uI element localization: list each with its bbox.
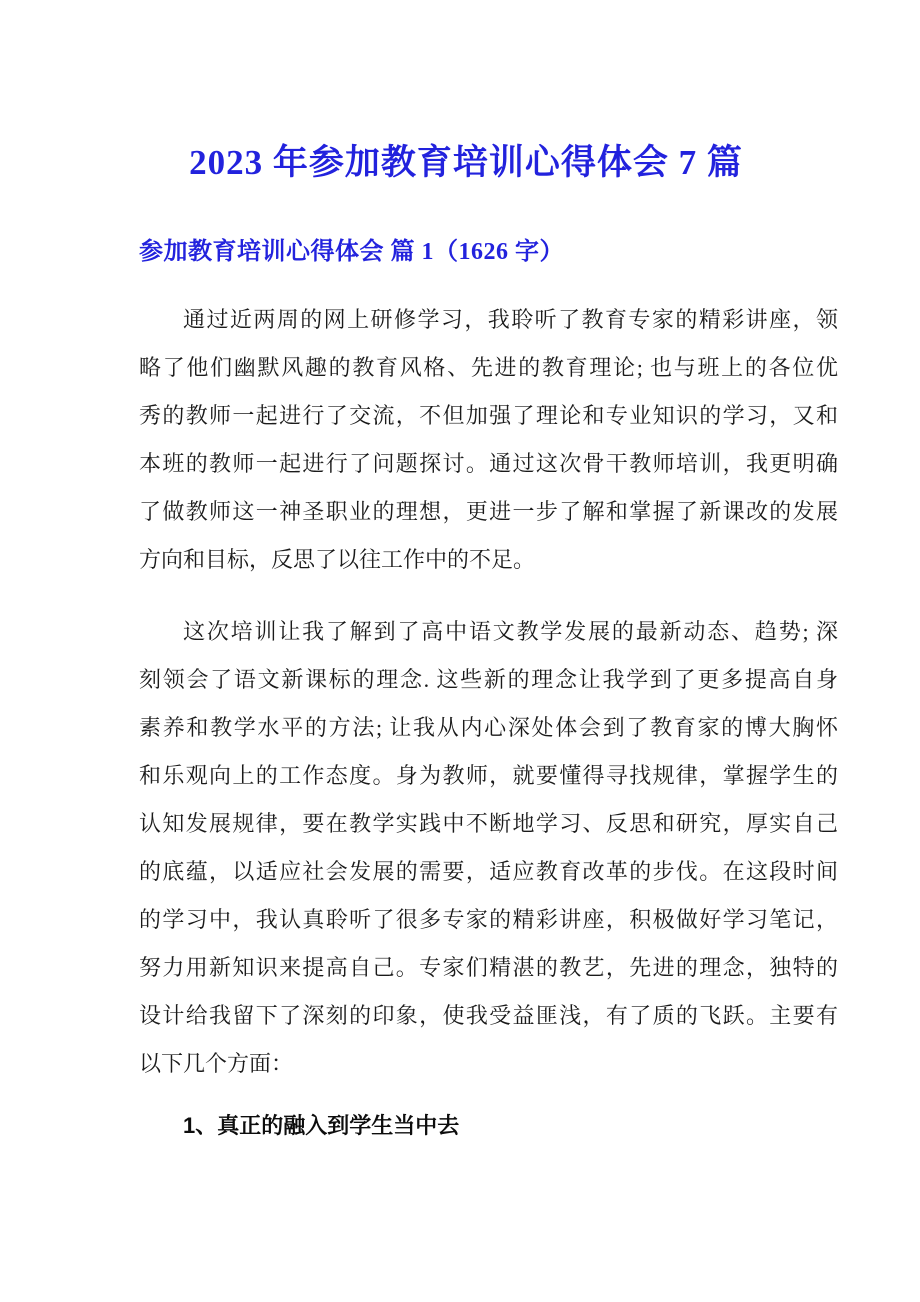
text-line: 本班的教师一起进行了问题探讨。通过这次骨干教师培训，我更明确 <box>139 451 838 476</box>
text-line: 通过近两周的网上研修学习，我聆听了教育专家的精彩讲座，领 <box>183 307 838 332</box>
section-heading: 参加教育培训心得体会 篇 1（1626 字） <box>139 239 564 265</box>
paragraph-1 <box>139 296 838 584</box>
document-title: 2023 年参加教育培训心得体会 7 篇 <box>189 143 743 182</box>
text-line: 了做教师这一神圣职业的理想，更进一步了解和掌握了新课改的发展 <box>139 499 838 524</box>
text-line: 的底蕴，以适应社会发展的需要，适应教育改革的步伐。在这段时间 <box>139 859 838 884</box>
text-line: 素养和教学水平的方法; 让我从内心深处体会到了教育家的博大胸怀 <box>139 715 838 740</box>
text-line: 方向和目标，反思了以往工作中的不足。 <box>139 547 536 572</box>
text-line: 这次培训让我了解到了高中语文教学发展的最新动态、趋势; 深 <box>183 619 838 644</box>
text-line: 设计给我留下了深刻的印象，使我受益匪浅，有了质的飞跃。主要有 <box>139 1003 838 1028</box>
text-line: 的学习中，我认真聆听了很多专家的精彩讲座，积极做好学习笔记， <box>139 907 838 932</box>
list-item-heading: 1、真正的融入到学生当中去 <box>183 1113 460 1138</box>
text-line: 刻领会了语文新课标的理念. 这些新的理念让我学到了更多提高自身 <box>139 667 838 692</box>
text-line: 以下几个方面： <box>139 1051 294 1076</box>
text-line: 略了他们幽默风趣的教育风格、先进的教育理论; 也与班上的各位优 <box>139 355 838 380</box>
text-line: 和乐观向上的工作态度。身为教师，就要懂得寻找规律，掌握学生的 <box>139 763 838 788</box>
text-line: 秀的教师一起进行了交流，不但加强了理论和专业知识的学习，又和 <box>139 403 838 428</box>
text-line: 认知发展规律，要在教学实践中不断地学习、反思和研究，厚实自己 <box>139 811 838 836</box>
text-line: 努力用新知识来提高自己。专家们精湛的教艺，先进的理念，独特的 <box>139 955 838 980</box>
paragraph-2 <box>139 608 838 1088</box>
